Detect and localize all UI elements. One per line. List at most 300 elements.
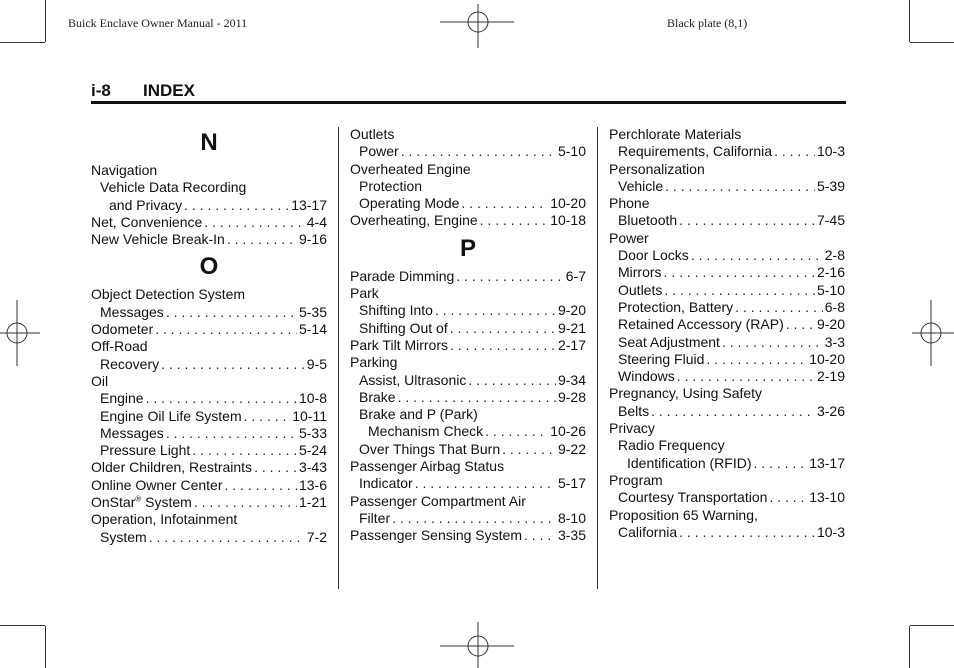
dot-leader xyxy=(665,178,815,195)
entry-term xyxy=(100,442,190,459)
entry-term-text: Windows xyxy=(618,368,675,385)
index-entry xyxy=(609,126,845,143)
entry-term-text: Parade Dimming xyxy=(350,267,455,284)
entry-page-ref: 5-33 xyxy=(298,424,327,441)
entry-page-ref: 5-35 xyxy=(298,303,327,320)
dot-leader xyxy=(225,477,297,494)
entry-page-ref: 10-18 xyxy=(550,212,586,229)
entry-term xyxy=(91,494,192,511)
index-entry xyxy=(350,475,586,492)
entry-term-text: Brake and P (Park) xyxy=(359,406,478,423)
entry-term-text: Older Children, Restraints xyxy=(91,459,253,476)
entry-page-ref: 8-10 xyxy=(557,509,586,526)
entry-term-text: OnStar xyxy=(91,494,136,511)
entry-page-ref: 10-3 xyxy=(816,523,845,540)
dot-leader xyxy=(735,299,823,316)
entry-term xyxy=(91,373,108,390)
dot-leader xyxy=(502,441,556,458)
index-entry xyxy=(350,337,586,354)
dot-leader xyxy=(392,510,556,527)
index-column-2 xyxy=(350,126,586,545)
dot-leader xyxy=(227,231,297,248)
entry-page-ref: 2-17 xyxy=(557,336,586,353)
entry-term xyxy=(359,389,396,406)
entry-term xyxy=(609,385,762,402)
entry-term xyxy=(100,390,144,407)
entry-term xyxy=(359,510,390,527)
entry-term-text: Operating Mode xyxy=(359,195,460,212)
dot-leader xyxy=(401,143,556,160)
entry-page-ref: 13-17 xyxy=(291,196,327,213)
entry-term xyxy=(368,423,483,440)
entry-term xyxy=(609,126,741,143)
entry-term-text: Privacy xyxy=(609,420,655,437)
entry-term xyxy=(100,529,147,546)
entry-term-text: Filter xyxy=(359,509,391,526)
dot-leader xyxy=(480,212,549,229)
entry-page-ref: 10-20 xyxy=(809,350,845,367)
entry-term-text: Power xyxy=(359,143,399,160)
dot-leader xyxy=(254,459,297,476)
entry-term xyxy=(350,285,379,302)
index-entry xyxy=(350,441,586,458)
index-entry xyxy=(350,195,586,212)
entry-term-text: Vehicle Data Recording xyxy=(100,179,247,196)
registration-mark-left xyxy=(0,300,40,366)
entry-term xyxy=(91,321,153,338)
entry-term xyxy=(91,286,245,303)
index-entry xyxy=(350,126,586,143)
index-entry xyxy=(609,334,845,351)
entry-term xyxy=(618,247,689,264)
entry-term xyxy=(359,372,466,389)
entry-term-text: Pressure Light xyxy=(100,442,191,459)
entry-term-text: Bluetooth xyxy=(618,212,678,229)
entry-term xyxy=(609,230,649,247)
index-entry xyxy=(609,420,845,437)
index-entry xyxy=(609,230,845,247)
index-entry xyxy=(91,179,327,196)
entry-term-text: Indicator xyxy=(359,475,413,492)
registration-mark-top xyxy=(440,4,516,48)
entry-page-ref: 10-8 xyxy=(298,390,327,407)
entry-term-text: Shifting Out of xyxy=(359,319,448,336)
entry-page-ref: 9-20 xyxy=(557,302,586,319)
entry-page-ref: 3-3 xyxy=(824,333,845,350)
entry-term xyxy=(100,425,164,442)
entry-term-text: Assist, Ultrasonic xyxy=(359,371,467,388)
entry-term xyxy=(350,458,504,475)
dot-leader xyxy=(450,337,556,354)
heading-rule xyxy=(91,101,846,104)
index-entry xyxy=(350,268,586,285)
dot-leader xyxy=(155,321,297,338)
index-entry xyxy=(91,321,327,338)
dot-leader xyxy=(146,390,297,407)
index-entry xyxy=(91,390,327,407)
entry-page-ref: 10-20 xyxy=(550,195,586,212)
dot-leader xyxy=(524,527,556,544)
entry-term xyxy=(359,195,459,212)
entry-term-text: Shifting Into xyxy=(359,302,433,319)
entry-term xyxy=(618,264,662,281)
index-entry xyxy=(350,406,586,423)
entry-term xyxy=(350,126,394,143)
index-column-1 xyxy=(91,124,327,546)
entry-page-ref: 10-11 xyxy=(292,407,327,424)
entry-term-text: Protection xyxy=(359,177,423,194)
entry-term xyxy=(609,420,655,437)
dot-leader xyxy=(435,302,556,319)
index-column-3 xyxy=(609,126,845,541)
dot-leader xyxy=(753,455,807,472)
column-divider xyxy=(338,127,339,589)
index-entry xyxy=(350,527,586,544)
entry-term xyxy=(91,214,202,231)
index-entry xyxy=(609,299,845,316)
entry-term-text: Proposition 65 Warning, xyxy=(609,506,758,523)
index-entry xyxy=(609,351,845,368)
entry-page-ref: 13-6 xyxy=(298,476,327,493)
entry-page-ref: 3-35 xyxy=(557,527,586,544)
index-entry xyxy=(91,511,327,528)
index-entry xyxy=(91,304,327,321)
index-entry xyxy=(609,437,845,454)
index-entry xyxy=(609,282,845,299)
index-entry xyxy=(91,425,327,442)
entry-term-text: Personalization xyxy=(609,160,705,177)
index-entry xyxy=(609,524,845,541)
entry-term xyxy=(91,231,225,248)
dot-leader xyxy=(786,316,815,333)
index-entry xyxy=(609,143,845,160)
dot-leader xyxy=(468,372,556,389)
entry-term xyxy=(627,455,751,472)
index-entry xyxy=(609,385,845,402)
entry-term xyxy=(618,524,677,541)
entry-term-text: Off-Road xyxy=(91,338,148,355)
index-entry xyxy=(350,143,586,160)
dot-leader xyxy=(456,268,564,285)
index-entry xyxy=(91,231,327,248)
entry-page-ref: 5-39 xyxy=(816,177,845,194)
entry-term xyxy=(350,212,478,229)
entry-term-text: Recovery xyxy=(100,355,160,372)
index-entry xyxy=(91,477,327,494)
entry-term-text: New Vehicle Break-In xyxy=(91,231,225,248)
entry-page-ref: 1-21 xyxy=(298,494,327,511)
entry-term xyxy=(609,161,705,178)
entry-page-ref: 9-21 xyxy=(557,319,586,336)
entry-term xyxy=(350,337,448,354)
entry-term xyxy=(618,489,767,506)
index-entry xyxy=(350,493,586,510)
dot-leader xyxy=(651,403,815,420)
entry-term-text: Power xyxy=(609,229,649,246)
entry-term-text: Messages xyxy=(100,424,164,441)
entry-term xyxy=(359,320,448,337)
registered-mark: ® xyxy=(135,494,142,504)
entry-term-text: Door Locks xyxy=(618,247,689,264)
entry-page-ref: 6-7 xyxy=(565,267,586,284)
entry-page-ref: 4-4 xyxy=(306,213,327,230)
entry-term-text: Outlets xyxy=(350,126,395,142)
dot-leader xyxy=(161,356,305,373)
entry-term-text: California xyxy=(618,523,678,540)
index-letter-heading: O xyxy=(199,253,219,281)
dot-leader xyxy=(244,408,291,425)
entry-term xyxy=(359,406,478,423)
entry-term-text: Passenger Compartment Air xyxy=(350,492,526,509)
dot-leader xyxy=(166,425,297,442)
index-entry xyxy=(609,161,845,178)
entry-term xyxy=(91,338,148,355)
entry-page-ref: 9-5 xyxy=(306,355,327,372)
dot-leader xyxy=(450,320,556,337)
index-entry xyxy=(350,212,586,229)
entry-term-text: Passenger Airbag Status xyxy=(350,458,505,475)
plate-label: Black plate (8,1) xyxy=(667,16,748,30)
entry-term-text: Mirrors xyxy=(618,264,662,281)
entry-term xyxy=(91,477,223,494)
entry-term xyxy=(91,162,157,179)
index-entry xyxy=(350,389,586,406)
index-entry xyxy=(91,529,327,546)
index-entry xyxy=(91,356,327,373)
index-entry xyxy=(350,161,586,178)
entry-term xyxy=(100,356,159,373)
entry-page-ref: 2-19 xyxy=(816,368,845,385)
entry-page-ref: 9-20 xyxy=(816,316,845,333)
manual-title: Buick Enclave Owner Manual - 2011 xyxy=(68,16,248,30)
index-entry xyxy=(609,212,845,229)
entry-term-text: Overheated Engine xyxy=(350,160,471,177)
entry-page-ref: 2-8 xyxy=(824,247,845,264)
entry-term xyxy=(618,351,704,368)
entry-term-text: Overheating, Engine xyxy=(350,212,478,229)
index-entry xyxy=(609,507,845,524)
index-entry xyxy=(91,442,327,459)
entry-term-text: Pregnancy, Using Safety xyxy=(609,385,763,402)
entry-page-ref: 7-2 xyxy=(306,528,327,545)
index-entry xyxy=(609,247,845,264)
dot-leader xyxy=(485,423,548,440)
entry-term-text: Courtesy Transportation xyxy=(618,489,768,506)
index-entry xyxy=(350,320,586,337)
entry-term-text: Outlets xyxy=(618,281,663,298)
index-entry xyxy=(91,459,327,476)
entry-term xyxy=(618,212,677,229)
index-entry xyxy=(609,403,845,420)
page-heading xyxy=(91,81,195,101)
entry-term-text: Mechanism Check xyxy=(368,423,484,440)
entry-term xyxy=(359,178,422,195)
entry-page-ref: 3-26 xyxy=(816,402,845,419)
entry-term-text: Park Tilt Mirrors xyxy=(350,336,448,353)
entry-page-ref: 13-10 xyxy=(809,489,845,506)
index-entry xyxy=(91,338,327,355)
entry-page-ref: 10-26 xyxy=(550,423,586,440)
dot-leader xyxy=(415,475,556,492)
dot-leader xyxy=(184,197,289,214)
entry-page-ref: 9-28 xyxy=(557,388,586,405)
section-title: INDEX xyxy=(143,81,195,100)
entry-term xyxy=(359,302,433,319)
entry-page-ref: 13-17 xyxy=(809,454,845,471)
dot-leader xyxy=(677,368,815,385)
index-entry xyxy=(350,178,586,195)
entry-page-ref: 9-16 xyxy=(298,231,327,248)
entry-term-text: Identification (RFID) xyxy=(627,454,752,471)
dot-leader xyxy=(149,529,305,546)
entry-term-text: Seat Adjustment xyxy=(618,333,720,350)
entry-term-text: Belts xyxy=(618,402,650,419)
entry-term xyxy=(618,143,772,160)
dot-leader xyxy=(204,214,304,231)
entry-term xyxy=(91,511,237,528)
index-entry xyxy=(91,286,327,303)
index-entry xyxy=(91,408,327,425)
entry-term xyxy=(618,334,720,351)
entry-term-text: Park xyxy=(350,285,379,302)
entry-term xyxy=(618,403,649,420)
index-entry xyxy=(350,458,586,475)
entry-term-text: Messages xyxy=(100,303,164,320)
index-entry xyxy=(350,510,586,527)
entry-term xyxy=(359,475,413,492)
entry-term-text: Vehicle xyxy=(618,177,664,194)
dot-leader xyxy=(398,389,556,406)
entry-term xyxy=(100,408,242,425)
entry-term xyxy=(618,437,725,454)
entry-term-text: Phone xyxy=(609,195,650,212)
dot-leader xyxy=(722,334,823,351)
entry-term xyxy=(350,354,397,371)
entry-term-text: Online Owner Center xyxy=(91,476,223,493)
dot-leader xyxy=(769,489,807,506)
entry-term xyxy=(350,527,522,544)
entry-term-text: Over Things That Burn xyxy=(359,440,501,457)
entry-term xyxy=(609,507,758,524)
entry-term-text: Requirements, California xyxy=(618,143,773,160)
entry-term-text: Oil xyxy=(91,372,109,389)
entry-term xyxy=(100,304,164,321)
entry-term xyxy=(618,178,663,195)
entry-term xyxy=(91,459,252,476)
entry-page-ref: 3-43 xyxy=(298,459,327,476)
entry-term-text: Parking xyxy=(350,354,398,371)
index-entry xyxy=(609,316,845,333)
entry-term xyxy=(618,282,662,299)
index-entry xyxy=(609,178,845,195)
entry-term-suffix: System xyxy=(141,494,192,511)
entry-term-text: System xyxy=(100,528,147,545)
index-entry xyxy=(91,162,327,179)
entry-term-text: Steering Fluid xyxy=(618,350,705,367)
page-number: i-8 xyxy=(91,81,111,100)
index-entry xyxy=(350,354,586,371)
entry-term-text: Protection, Battery xyxy=(618,298,734,315)
dot-leader xyxy=(461,195,548,212)
entry-term-text: Retained Accessory (RAP) xyxy=(618,316,784,333)
index-entry xyxy=(91,373,327,390)
entry-term xyxy=(350,493,526,510)
entry-page-ref: 9-34 xyxy=(557,371,586,388)
entry-term-text: Net, Convenience xyxy=(91,213,203,230)
index-entry xyxy=(609,489,845,506)
entry-term-text: Perchlorate Materials xyxy=(609,126,742,142)
entry-term-text: Brake xyxy=(359,388,396,405)
entry-term xyxy=(350,161,471,178)
entry-term-text: Engine xyxy=(100,390,144,407)
index-entry xyxy=(609,195,845,212)
dot-leader xyxy=(774,143,815,160)
index-entry xyxy=(350,285,586,302)
entry-term-text: Radio Frequency xyxy=(618,437,725,454)
entry-term-text: Operation, Infotainment xyxy=(91,511,238,528)
index-letter-heading: N xyxy=(200,129,218,156)
index-entry xyxy=(350,423,586,440)
entry-page-ref: 6-8 xyxy=(824,298,845,315)
entry-term-text: and Privacy xyxy=(109,196,183,213)
index-entry xyxy=(350,302,586,319)
dot-leader xyxy=(664,282,815,299)
registration-mark-bottom xyxy=(440,622,516,668)
index-entry xyxy=(91,197,327,214)
entry-page-ref: 10-3 xyxy=(816,143,845,160)
index-entry xyxy=(609,368,845,385)
entry-term-text: Navigation xyxy=(91,162,158,178)
entry-page-ref: 5-10 xyxy=(816,281,845,298)
entry-page-ref: 9-22 xyxy=(557,440,586,457)
entry-page-ref: 7-45 xyxy=(816,212,845,229)
entry-term xyxy=(109,197,182,214)
index-letter-heading: P xyxy=(459,234,476,262)
entry-term-text: Engine Oil Life System xyxy=(100,407,242,424)
index-entry xyxy=(91,214,327,231)
entry-term-text: Passenger Sensing System xyxy=(350,527,522,544)
dot-leader xyxy=(679,212,815,229)
entry-term xyxy=(100,179,246,196)
index-entry xyxy=(609,472,845,489)
dot-leader xyxy=(166,304,297,321)
entry-page-ref: 2-16 xyxy=(816,264,845,281)
dot-leader xyxy=(679,524,815,541)
entry-term xyxy=(618,316,784,333)
entry-term xyxy=(359,441,500,458)
dot-leader xyxy=(192,442,297,459)
dot-leader xyxy=(664,264,815,281)
entry-term-text: Object Detection System xyxy=(91,286,246,303)
index-entry xyxy=(609,264,845,281)
entry-term xyxy=(618,368,675,385)
entry-term xyxy=(609,195,649,212)
entry-page-ref: 5-24 xyxy=(298,442,327,459)
entry-term xyxy=(618,299,733,316)
dot-leader xyxy=(691,247,823,264)
entry-page-ref: 5-17 xyxy=(557,475,586,492)
index-entry xyxy=(609,455,845,472)
entry-term xyxy=(350,268,454,285)
entry-term xyxy=(359,143,399,160)
index-entry xyxy=(350,372,586,389)
column-divider xyxy=(597,127,598,589)
dot-leader xyxy=(706,351,807,368)
registration-mark-right xyxy=(912,300,954,366)
entry-page-ref: 5-10 xyxy=(557,143,586,160)
entry-page-ref: 5-14 xyxy=(298,321,327,338)
entry-term-text: Program xyxy=(609,471,663,488)
